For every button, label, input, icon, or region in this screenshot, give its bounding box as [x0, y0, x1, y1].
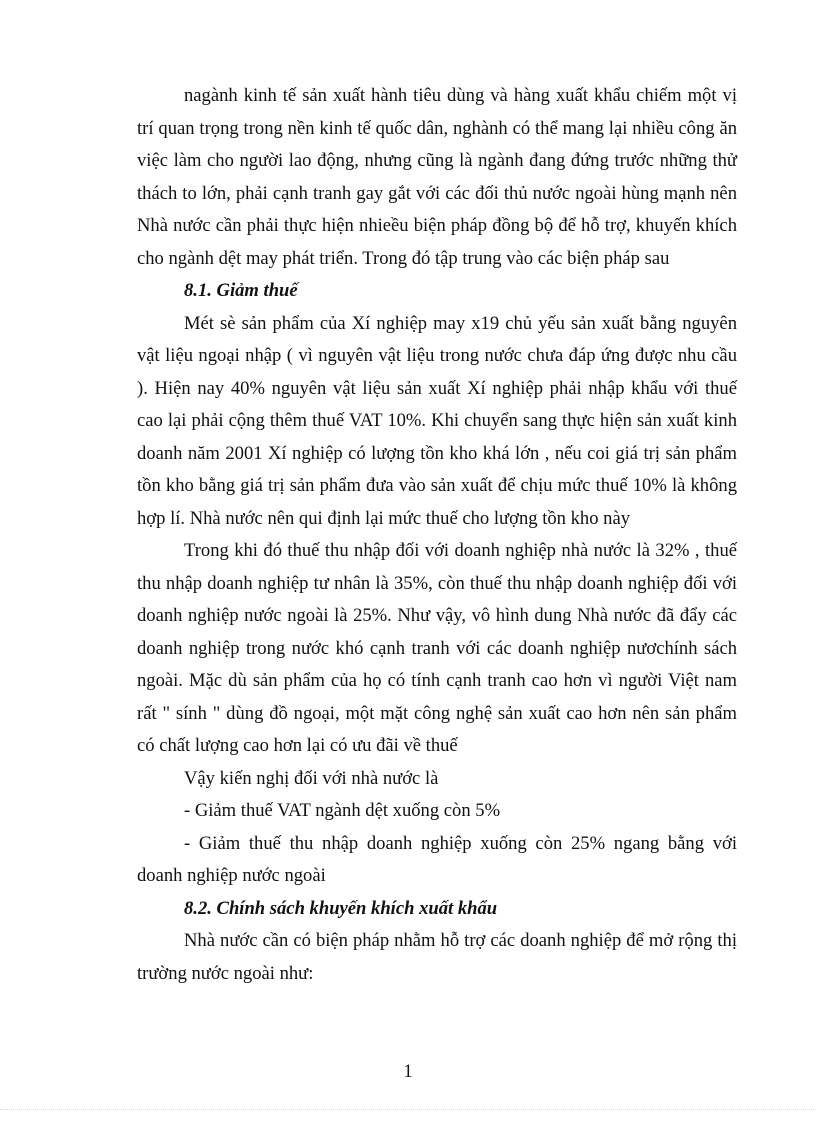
tax-materials-paragraph: Mét sè sản phẩm của Xí nghiệp may x19 chủ yếu sản xuất bằng nguyên vật liệu ngoại nhập ( vì nguyên vật liệu trong nước chưa đáp ứng được nhu cầu ). Hiện nay 40% nguyên vật liệu sản xuất Xí nghiệp phải nhập khẩu với thuế cao lại phải cộng thêm thuế VAT 10%. Khi chuyển sang thực hiện sản xuất kinh doanh năm 2001 Xí nghiệp có lượng tồn kho khá lớn , nếu coi giá trị sản phẩm tồn kho bằng giá trị sản phẩm đưa vào sản xuất để chịu mức thuế 10% là không hợp lí. Nhà nước nên qui định lại mức thuế cho lượng tồn kho này: [137, 312, 737, 529]
page-bottom-divider: [0, 1109, 816, 1110]
income-tax-paragraph: Trong khi đó thuế thu nhập đối với doanh nghiệp nhà nước là 32% , thuế thu nhập doanh nghiệp tư nhân là 35%, còn thuế thu nhập doanh nghiệp đối với doanh nghiệp nước ngoài là 25%. Như vậy, vô hình dung Nhà nước đã đẩy các doanh nghiệp trong nước khó cạnh tranh với các doanh nghiệp nươchính sách ngoài. Mặc dù sản phẩm của họ có tính cạnh tranh cao hơn vì người Việt nam rất " sính " dùng đồ ngoại, một mặt công nghệ sản xuất cao hơn nên sản phẩm có chất lượng cao hơn lại có ưu đãi về thuế: [137, 540, 737, 756]
section-heading-tax-reduction: 8.1. Giảm thuế: [184, 280, 298, 301]
recommendation-item-vat: - Giảm thuế VAT ngành dệt xuống còn 5%: [184, 800, 501, 821]
export-policy-paragraph: Nhà nước cần có biện pháp nhằm hỗ trợ các doanh nghiệp để mở rộng thị trường nước ngoài như:: [137, 930, 737, 984]
intro-paragraph: nagành kinh tế sản xuất hành tiêu dùng và hàng xuất khẩu chiếm một vị trí quan trọng trong nền kinh tế quốc dân, nghành có thể mang lại nhiều công ăn việc làm cho người lao động, nhưng cũng là ngành đang đứng trước những thử thách to lớn, phải cạnh tranh gay gắt với các đối thủ nước ngoài hùng mạnh nên Nhà nước cần phải thực hiện nhieều biện pháp đồng bộ để hỗ trợ, khuyến khích cho ngành dệt may phát triển. Trong đó tập trung vào các biện pháp sau: [137, 85, 737, 269]
recommendation-intro: Vậy kiến nghị đối với nhà nước là: [184, 767, 439, 789]
document-body: [137, 80, 737, 990]
section-heading-export-policy: 8.2. Chính sách khuyến khích xuất khẩu: [184, 897, 498, 919]
page-number: 1: [403, 1061, 413, 1082]
recommendation-item-income-tax: - Giảm thuế thu nhập doanh nghiệp xuống còn 25% ngang bằng với doanh nghiệp nước ngoài: [137, 832, 737, 886]
